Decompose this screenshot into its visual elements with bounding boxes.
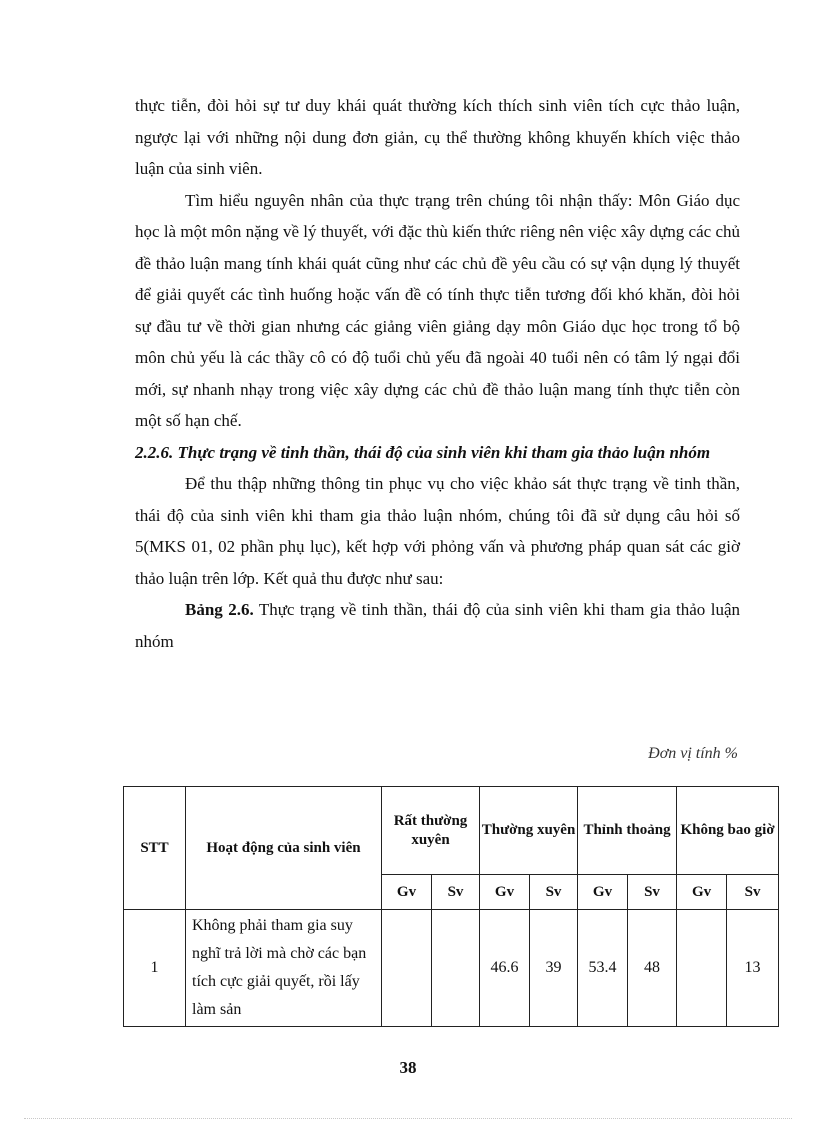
subheader-gv: Gv	[578, 875, 628, 910]
cell-very-often-gv	[382, 910, 432, 1027]
header-sometimes: Thỉnh thoảng	[578, 787, 677, 875]
header-often: Thường xuyên	[480, 787, 578, 875]
cell-very-often-sv	[432, 910, 480, 1027]
subheader-sv: Sv	[432, 875, 480, 910]
table-header-row	[124, 787, 779, 875]
subheader-gv: Gv	[480, 875, 530, 910]
page-number: 38	[399, 1058, 417, 1077]
body-text	[135, 90, 740, 657]
header-very-often: Rất thường xuyên	[382, 787, 480, 875]
paragraph-cause: Tìm hiểu nguyên nhân của thực trạng trên chúng tôi nhận thấy: Môn Giáo dục học là một môn nặng về lý thuyết, với đặc thù kiến thức riêng nên việc xây dựng các chủ đề thảo luận mang tính khái quát cũng như các chủ đề yêu cầu có sự vận dụng lý thuyết để giải quyết các tình huống hoặc vấn đề có tính thực tiễn tương đối khó khăn, đòi hỏi sự đầu tư về thời gian nhưng các giảng viên giảng dạy môn Giáo dục học trong tổ bộ môn chủ yếu là các thầy cô có độ tuổi chủ yếu đã ngoài 40 tuổi nên có tâm lý ngại đổi mới, sự nhanh nhạy trong việc xây dựng các chủ đề thảo luận mang tính thực tiễn còn một số hạn chế.	[135, 190, 740, 430]
subheader-sv: Sv	[530, 875, 578, 910]
cell-never-sv: 13	[727, 910, 779, 1027]
section-heading: 2.2.6. Thực trạng về tinh thần, thái độ của sinh viên khi tham gia thảo luận nhóm	[135, 442, 711, 462]
cell-stt: 1	[124, 910, 186, 1027]
subheader-gv: Gv	[382, 875, 432, 910]
table-caption-label: Bảng 2.6.	[185, 600, 254, 619]
subheader-gv: Gv	[677, 875, 727, 910]
survey-table	[123, 786, 779, 1027]
cell-sometimes-sv: 48	[628, 910, 677, 1027]
table-caption	[135, 594, 740, 657]
subheader-sv: Sv	[628, 875, 677, 910]
cell-activity: Không phải tham gia suy nghĩ trả lời mà chờ các bạn tích cực giải quyết, rồi lấy làm sản	[186, 910, 382, 1027]
cell-never-gv	[677, 910, 727, 1027]
cell-sometimes-gv: 53.4	[578, 910, 628, 1027]
page-bottom-divider	[24, 1118, 792, 1119]
unit-note: Đơn vị tính %	[648, 745, 738, 762]
subheader-sv: Sv	[727, 875, 779, 910]
cell-often-sv: 39	[530, 910, 578, 1027]
paragraph-continuation: thực tiễn, đòi hỏi sự tư duy khái quát thường kích thích sinh viên tích cực thảo luận, ngược lại với những nội dung đơn giản, cụ thể thường không khuyến khích việc thảo luận của sinh viên.	[135, 96, 740, 178]
table-caption-text: Thực trạng về tinh thần, thái độ của sinh viên khi tham gia thảo luận nhóm	[135, 600, 740, 651]
paragraph-method: Để thu thập những thông tin phục vụ cho việc khảo sát thực trạng về tinh thần, thái độ của sinh viên khi tham gia thảo luận nhóm, chúng tôi đã sử dụng câu hỏi số 5(MKS 01, 02 phần phụ lục), kết hợp với phỏng vấn và phương pháp quan sát các giờ thảo luận trên lớp. Kết quả thu được như sau:	[135, 474, 740, 588]
header-activity: Hoạt động của sinh viên	[186, 787, 382, 910]
header-never: Không bao giờ	[677, 787, 779, 875]
header-stt: STT	[124, 787, 186, 910]
table-row	[124, 910, 779, 1027]
cell-often-gv: 46.6	[480, 910, 530, 1027]
